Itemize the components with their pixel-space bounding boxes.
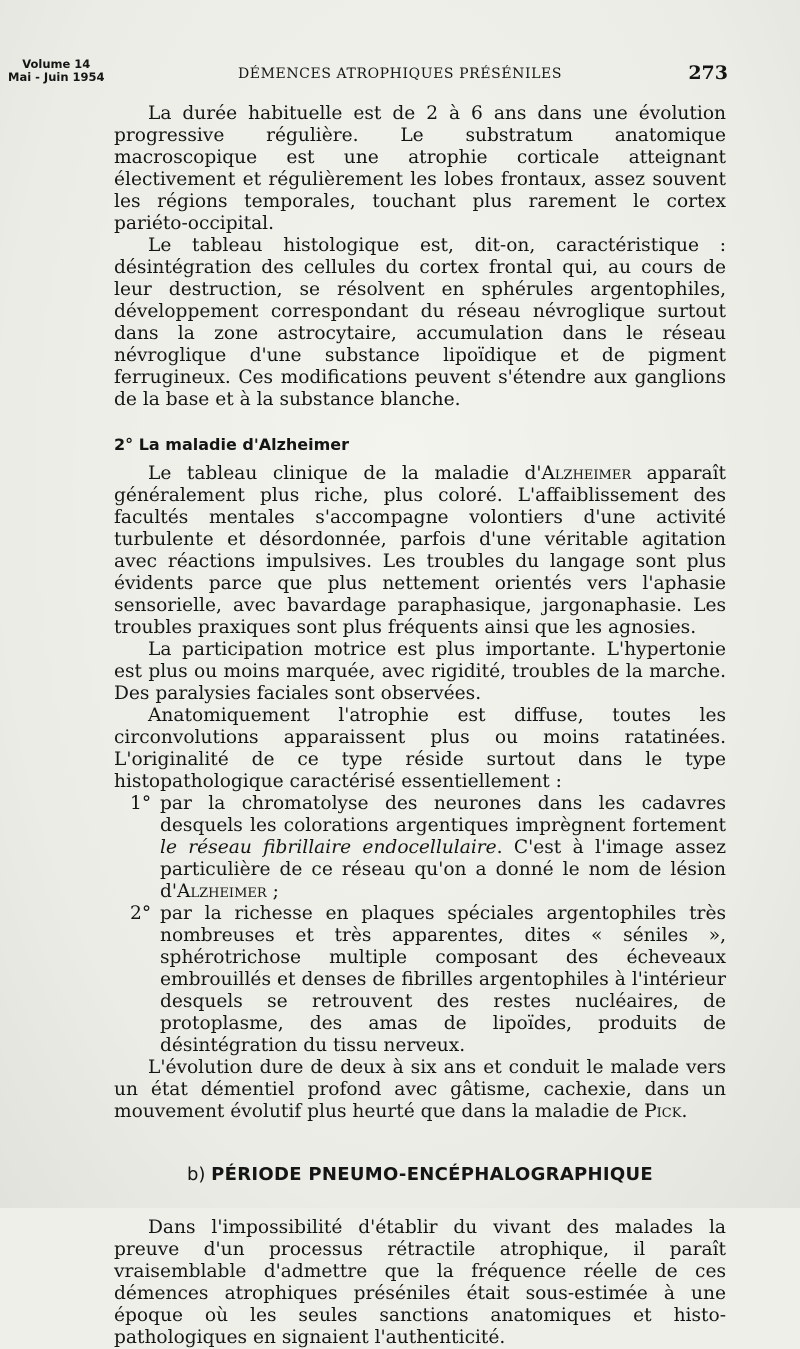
paragraph-anatomy: Anatomiquement l'atrophie est diffuse, toutes les circonvolutions apparaissent plus ou moins ratatinées. L'originalité de ce type réside surtout dans le type histopathologique caractérisé essentiellement : [114, 705, 726, 792]
paragraph-motor: La participation motrice est plus importante. L'hypertonie est plus ou moins marquée, avec rigidité, troubles de la marche. Des paralysies faciales sont observées. [114, 639, 726, 704]
running-title: DÉMENCES ATROPHIQUES PRÉSÉNILES [237, 66, 563, 82]
text-segment: par la chromatolyse des neurones dans les cadavres desquels les colorations argentiques imprègnent fortement [160, 793, 726, 836]
author-name: Pick [644, 1101, 682, 1122]
italic-term: le réseau fibrillaire endocellulaire [160, 837, 497, 858]
paragraph-histology: Le tableau histologique est, dit-on, caractéristique : désintégration des cellules du cortex frontal qui, au cours de leur destruction, se résolvent en sphérules argentophiles, développement correspondant du réseau névroglique surtout dans la zone astrocytaire, accumulation dans le réseau névroglique d'une substance lipoïdique et de pigment ferrugineux. Ces modifications peuvent s'étendre aux ganglions de la base et à la substance blanche. [114, 235, 726, 410]
text-segment: L'évolution dure de deux à six ans et conduit le malade vers un état démentiel profond avec gâtisme, cachexie, dans un mouvement évolutif plus heurté que dans la maladie de [114, 1057, 726, 1122]
page-number: 273 [688, 62, 728, 84]
body-text [114, 103, 726, 1349]
paragraph-pneumo: Dans l'impossibilité d'établir du vivant des malades la preuve d'un processus rétractile atrophique, il paraît vraisemblable d'admettre que la fréquence réelle de ces démences atrophiques préséniles était sous-estimée à une époque où les seules sanctions anatomiques et histo-pathologiques en signaient l'authenticité. [114, 1217, 726, 1348]
paragraph-clinical [114, 463, 726, 639]
paragraph-evolution [114, 1057, 726, 1123]
text-segment: Le tableau clinique de la maladie d' [148, 463, 542, 484]
text-segment: . C'est à l'image assez particulière de ce réseau qu'on a donné le nom de lésion d' [160, 837, 726, 902]
text-segment: . [681, 1101, 688, 1122]
list-number: 2° [130, 903, 152, 924]
list-text: par la richesse en plaques spéciales argentophiles très nombreuses et très apparentes, dites « séniles », sphérotrichose multiple composant des écheveaux embrouillés et denses de fibrilles argentophiles à l'intérieur desquels se retrouvent des restes nucléaires, de protoplasme, des amas de lipoïdes, produits de désintégration du tissu nerveux. [160, 903, 726, 1056]
list-item-2 [114, 903, 726, 1057]
list-number: 1° [130, 793, 152, 814]
list-item-1 [114, 793, 726, 903]
subsection-title-alzheimer: 2° La maladie d'Alzheimer [114, 435, 350, 454]
author-name: Alzheimer [177, 881, 267, 902]
text-segment: ; [266, 881, 279, 902]
author-name: Alzheimer [541, 463, 632, 484]
paragraph-duration: La durée habituelle est de 2 à 6 ans dans une évolution progressive régulière. Le substratum anatomique macroscopique est une atrophie corticale atteignant électivement et régulièrement les lobes frontaux, assez souvent les régions temporales, touchant plus rarement le cortex pariéto-occipital. [114, 103, 726, 234]
section-heading: PÉRIODE PNEUMO-ENCÉPHALOGRAPHIQUE [211, 1164, 654, 1185]
volume-number: Volume 14 [22, 57, 91, 71]
section-prefix: b) [186, 1164, 206, 1185]
section-title [114, 1163, 726, 1187]
issue-date: Mai - Juin 1954 [8, 70, 105, 84]
list-text [160, 793, 726, 903]
text-segment: apparaît généralement plus riche, plus coloré. L'affaiblissement des facultés mentales s'accompagne volontiers d'une activité turbulente et désordonnée, parfois d'une véritable agitation avec réactions impulsives. Les troubles du langage sont plus évidents parce que plus nettement orientés vers l'aphasie sensorielle, avec bavardage paraphasique, jargonaphasie. Les troubles praxiques sont plus fréquents ainsi que les agnosies. [114, 463, 727, 638]
volume-info [8, 58, 105, 84]
